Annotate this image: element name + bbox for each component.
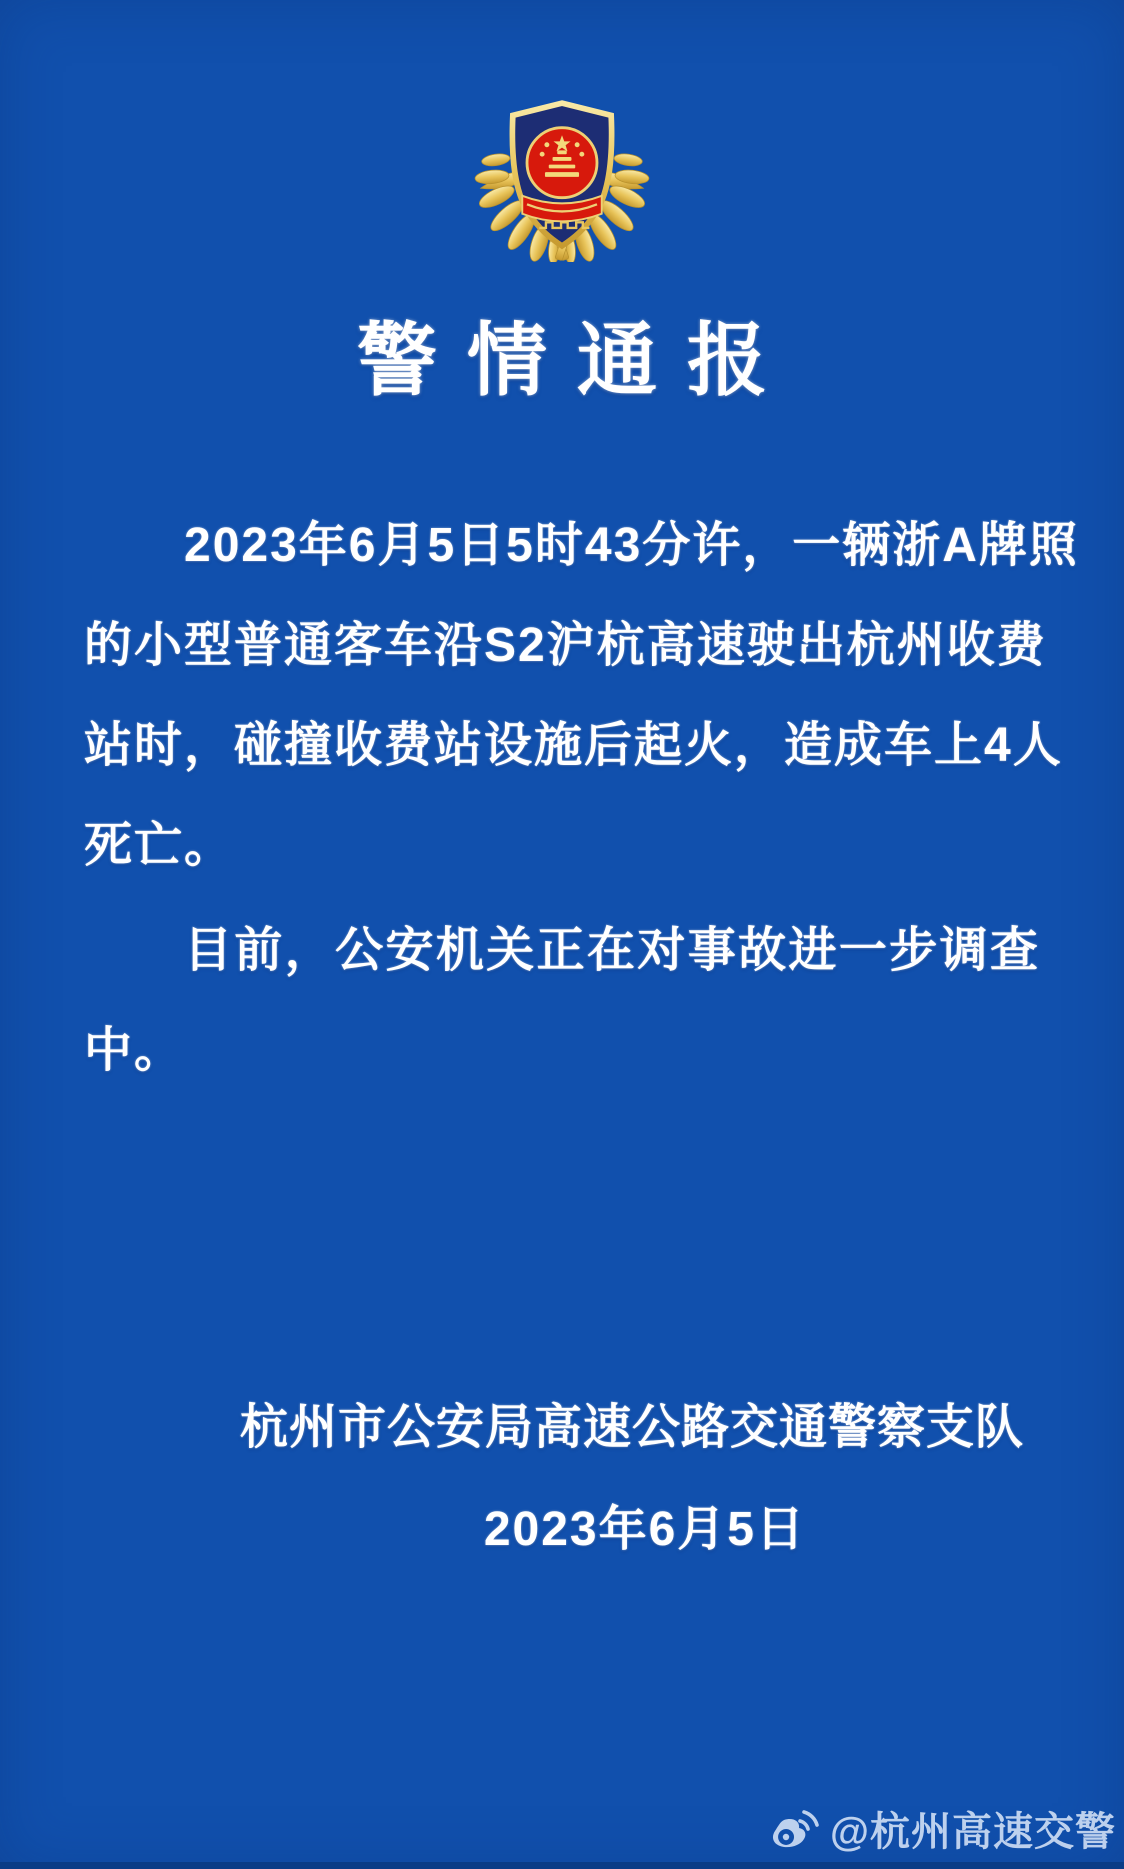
body-line-1: 2023年6月5日5时43分许，一辆浙A牌照 bbox=[184, 519, 1079, 572]
body-line-5: 目前，公安机关正在对事故进一步调查 bbox=[184, 924, 1040, 977]
signature-unit: 杭州市公安局高速公路交通警察支队 bbox=[239, 1401, 1024, 1454]
notice-title: 警情通报 bbox=[357, 318, 797, 406]
notice-body bbox=[0, 496, 1124, 1101]
bottom-edge-strip bbox=[0, 1862, 1124, 1869]
body-line-4: 死亡。 bbox=[84, 819, 235, 872]
police-badge-icon bbox=[467, 88, 657, 262]
watermark bbox=[766, 1800, 1116, 1857]
weibo-icon bbox=[766, 1807, 822, 1851]
body-line-2: 的小型普通客车沿S2沪杭高速驶出杭州收费 bbox=[84, 619, 1047, 672]
body-line-3: 站时，碰撞收费站设施后起火，造成车上4人 bbox=[84, 719, 1063, 772]
body-line-6: 中。 bbox=[84, 1024, 185, 1077]
watermark-handle: @杭州高速交警 bbox=[829, 1810, 1116, 1854]
notice-date: 2023年6月5日 bbox=[483, 1503, 806, 1556]
